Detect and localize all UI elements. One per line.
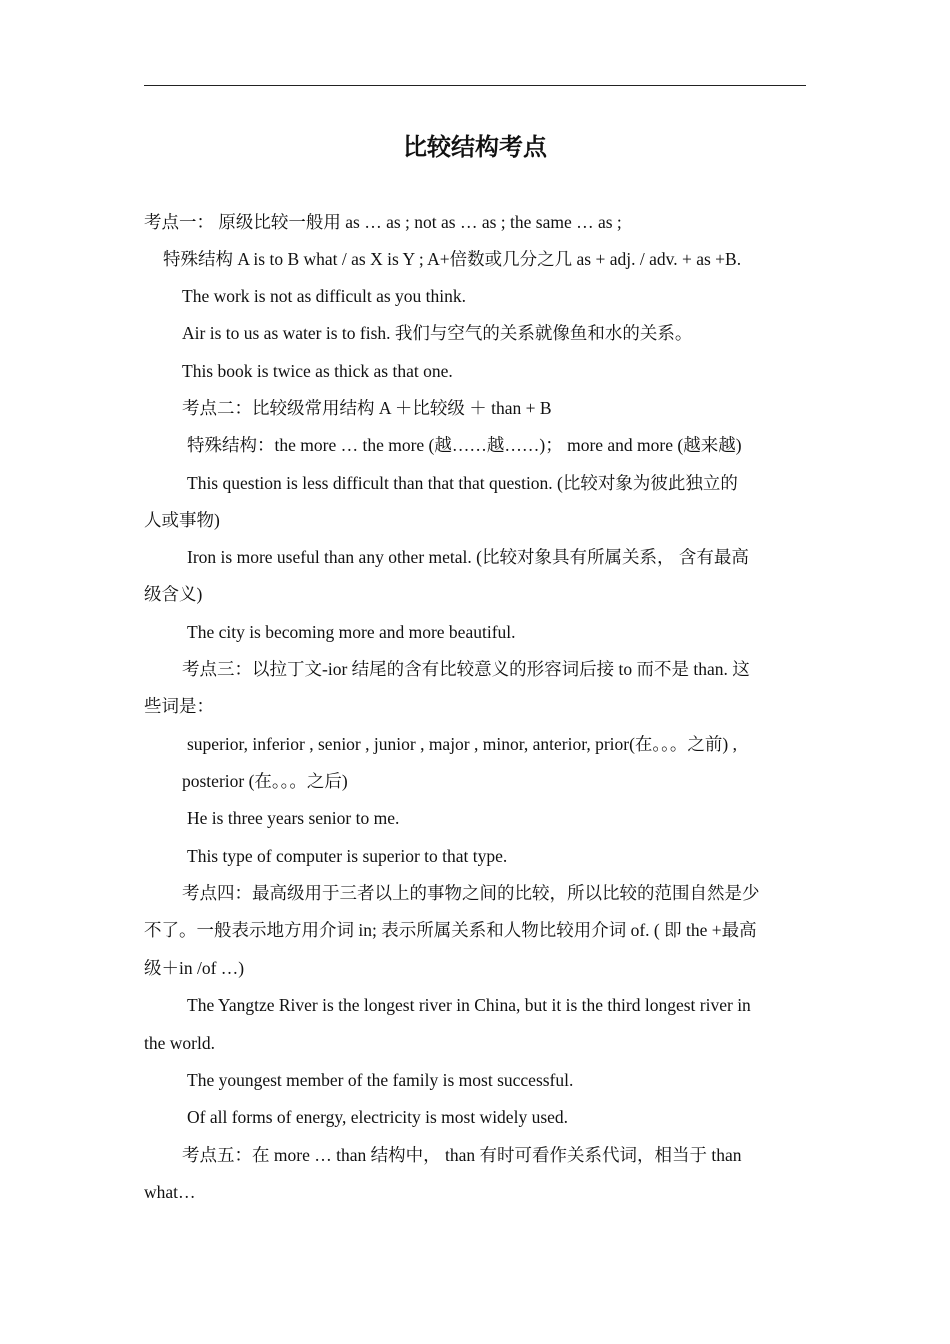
text-line: the world. [144,1033,215,1053]
text-line: superior, inferior , senior , junior , major , minor, anterior, prior(在。。。之前) , [187,734,737,754]
text-line: The Yangtze River is the longest river in China, but it is the third longest river in [187,995,751,1015]
text-line: posterior (在。。。之后) [182,771,348,791]
text-line: This question is less difficult than that that question. (比较对象为彼此独立的 [187,473,738,493]
text-line: 考点一： 原级比较一般用 as … as ; not as … as ; the same … as ; [144,212,622,232]
text-line: 考点五：在 more … than 结构中， than 有时可看作关系代词，相当于 than [182,1145,742,1165]
text-line: 考点三：以拉丁文-ior 结尾的含有比较意义的形容词后接 to 而不是 than. 这 [182,659,750,679]
page-title: 比较结构考点 [403,135,547,161]
text-line: 些词是： [144,696,214,716]
text-line: 人或事物) [144,510,220,530]
text-line: 不了。一般表示地方用介词 in; 表示所属关系和人物比较用介词 of. ( 即 the +最高 [144,920,757,940]
text-line: Iron is more useful than any other metal. (比较对象具有所属关系， 含有最高 [187,547,749,567]
text-line: This type of computer is superior to that type. [187,846,508,866]
text-line: The work is not as difficult as you think. [182,286,467,306]
text-line: 特殊结构：the more … the more (越……越……)； more and more (越来越) [187,435,742,455]
text-line: He is three years senior to me. [187,808,400,828]
text-line: 考点二：比较级常用结构 A ＋比较级 ＋ than + B [182,398,552,418]
text-line: The youngest member of the family is most successful. [187,1070,574,1090]
text-line: 考点四：最高级用于三者以上的事物之间的比较，所以比较的范围自然是少 [182,883,760,903]
text-line: 特殊结构 A is to B what / as X is Y ; A+倍数或几分之几 as + adj. / adv. + as +B. [163,249,742,269]
text-line: 级＋in /of …) [144,958,245,978]
text-line: The city is becoming more and more beautiful. [187,622,516,642]
text-line: Of all forms of energy, electricity is most widely used. [187,1107,569,1127]
text-line: what… [144,1182,196,1202]
text-line: Air is to us as water is to fish. 我们与空气的关系就像鱼和水的关系。 [182,323,693,343]
text-line: This book is twice as thick as that one. [182,361,453,381]
header-rule [144,85,806,86]
text-line: 级含义) [144,584,203,604]
